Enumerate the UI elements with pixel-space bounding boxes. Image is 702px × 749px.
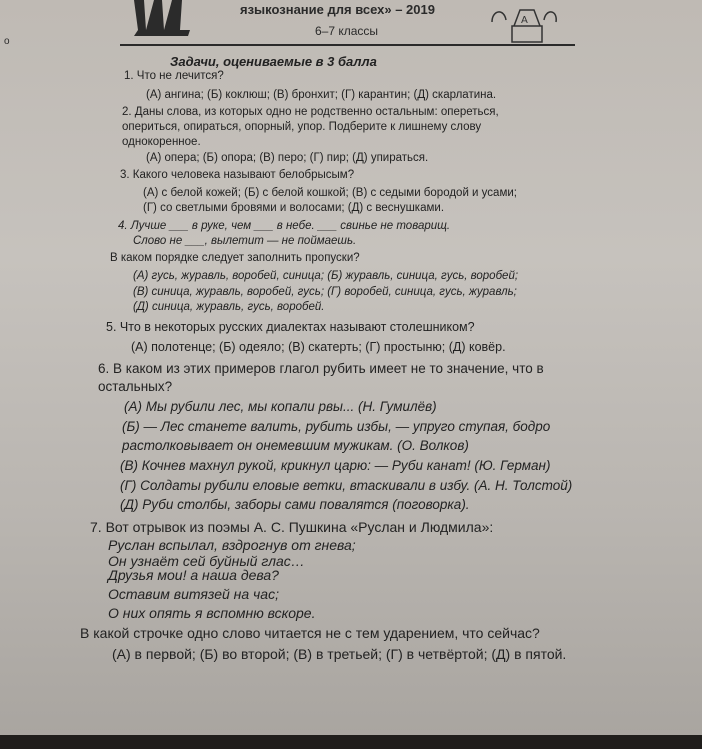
question-5-prompt: 5. Что в некоторых русских диалектах называют столешником? xyxy=(106,320,475,334)
emblem-icon xyxy=(488,4,560,46)
header-title: языкознание для всех» – 2019 xyxy=(240,2,435,17)
olympiad-logo xyxy=(128,0,208,36)
question-1-prompt: 1. Что не лечится? xyxy=(124,70,224,82)
question-6-option-b: (Б) — Лес станете валить, рубить избы, — упруго ступая, бодро xyxy=(122,419,551,434)
question-3-prompt: 3. Какого человека называют белобрысым? xyxy=(120,169,355,181)
question-6-option-e: (Д) Руби столбы, заборы сами повалятся (поговорка). xyxy=(120,497,470,512)
question-2-prompt: опериться, опираться, опорный, упор. Подберите к лишнему слову xyxy=(122,121,482,133)
question-6-option-b: растолковывает он онемевшим мужикам. (О. Волков) xyxy=(122,438,469,453)
question-4-prompt: В каком порядке следует заполнить пропуски? xyxy=(110,252,360,264)
question-3-options: (А) с белой кожей; (Б) с белой кошкой; (В) с седыми бородой и усами; xyxy=(143,187,517,199)
question-4-options: (А) гусь, журавль, воробей, синица; (Б) журавль, синица, гусь, воробей; xyxy=(133,270,519,282)
question-6-option-a: (А) Мы рубили лес, мы копали рвы... (Н. Гумилёв) xyxy=(124,399,437,414)
question-6-prompt: остальных? xyxy=(98,379,173,394)
poem-line: Он узнаёт сей буйный глас… xyxy=(108,553,305,569)
question-3-options: (Г) со светлыми бровями и волосами; (Д) с веснушками. xyxy=(143,202,445,214)
question-7-prompt: 7. Вот отрывок из поэмы А. С. Пушкина «Руслан и Людмила»: xyxy=(90,519,494,535)
poem-line: О них опять я вспомню вскоре. xyxy=(108,605,316,621)
question-5-options: (А) полотенце; (Б) одеяло; (В) скатерть; (Г) простыню; (Д) ковёр. xyxy=(131,340,506,354)
question-2-prompt: 2. Даны слова, из которых одно не родственно остальным: опереться, xyxy=(122,106,499,118)
question-7-options: (А) в первой; (Б) во второй; (В) в третьей; (Г) в четвёртой; (Д) в пятой. xyxy=(112,646,567,662)
poem-line: Оставим витязей на час; xyxy=(108,586,279,602)
question-6-option-d: (Г) Солдаты рубили еловые ветки, втаскивали в избу. (А. Н. Толстой) xyxy=(120,478,573,493)
question-1-options: (А) ангина; (Б) коклюш; (В) бронхит; (Г) карантин; (Д) скарлатина. xyxy=(146,89,497,101)
section-title: Задачи, оцениваемые в 3 балла xyxy=(170,54,377,69)
poem-line: Руслан вспылал, вздрогнув от гнева; xyxy=(108,537,356,553)
question-4-proverb: 4. Лучше ___ в руке, чем ___ в небе. ___ свинье не товарищ. xyxy=(118,220,451,232)
question-2-prompt: однокоренное. xyxy=(122,136,201,148)
question-6-prompt: 6. В каком из этих примеров глагол рубить имеет не то значение, что в xyxy=(98,361,544,376)
question-6-option-c: (В) Кочнев махнул рукой, крикнул царю: — Руби канат! (Ю. Герман) xyxy=(120,458,551,473)
poem-line: Друзья мои! а наша дева? xyxy=(108,567,279,583)
svg-text:А: А xyxy=(521,15,528,26)
question-4-proverb: Слово не ___, вылетит — не поймаешь. xyxy=(133,235,357,247)
margin-mark: о xyxy=(4,36,10,47)
question-2-options: (А) опера; (Б) опора; (В) перо; (Г) пир; (Д) упираться. xyxy=(146,152,429,164)
question-7-question: В какой строчке одно слово читается не с тем ударением, что сейчас? xyxy=(80,625,540,641)
question-4-options: (В) синица, журавль, воробей, гусь; (Г) воробей, синица, гусь, журавль; xyxy=(133,286,517,298)
question-4-options: (Д) синица, журавль, гусь, воробей. xyxy=(133,301,325,313)
header-grade: 6–7 классы xyxy=(315,24,379,38)
